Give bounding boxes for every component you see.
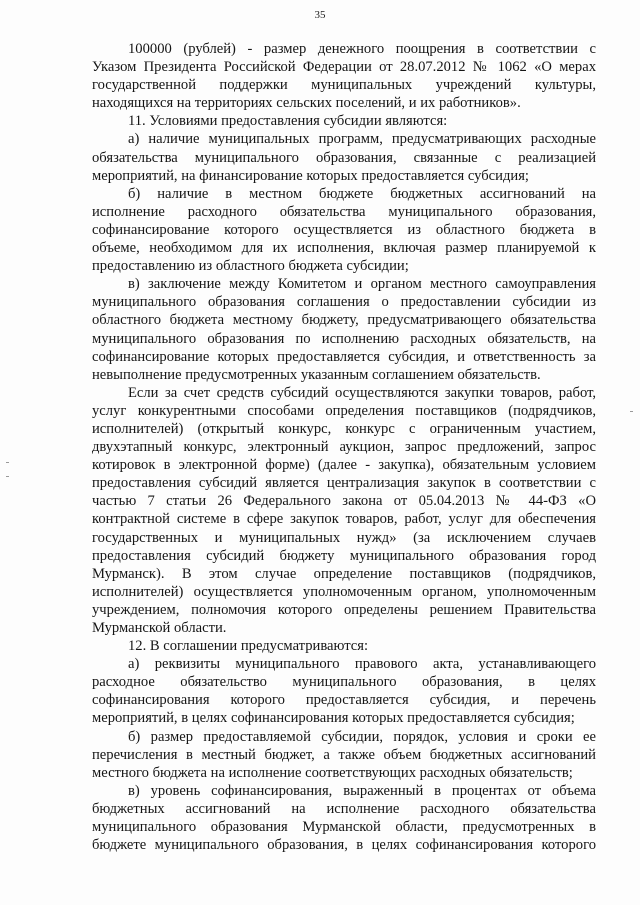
text-line: невыполнение предусмотренных указанным соглашением обязательств.: [92, 366, 541, 383]
paragraph-section-12-b: [92, 728, 596, 782]
text-line: находящихся на территориях сельских поселений, и их работников».: [92, 95, 521, 112]
text-line: областного бюджета местному бюджету, предусматривающего обязательства: [92, 312, 596, 329]
text-line: государственных и муниципальных нужд» (за исключением случаев: [92, 529, 596, 546]
text-line: двухэтапный конкурс, электронный аукцион, запрос предложений, запрос: [92, 439, 596, 456]
text-line: в) заключение между Комитетом и органом местного самоуправления: [128, 276, 596, 293]
text-line: 12. В соглашении предусматриваются:: [128, 638, 369, 655]
text-line: софинансирования которого предоставляется субсидия, и перечень: [92, 692, 596, 709]
text-line: 11. Условиями предоставления субсидии являются:: [128, 113, 448, 130]
text-line: софинансирование которого осуществляется из областного бюджета в: [92, 221, 596, 238]
text-line: исполнителей) (открытый конкурс, конкурс с ограниченным участием,: [92, 420, 596, 437]
paragraph-section-12-heading: [92, 637, 596, 655]
text-line: 100000 (рублей) - размер денежного поощрения в соответствии с: [128, 41, 596, 57]
text-line: мероприятий, в целях софинансирования которых предоставляется субсидия;: [92, 710, 575, 727]
text-line: б) размер предоставляемой субсидии, порядок, условия и сроки ее: [128, 728, 596, 745]
paragraph-procurement: [92, 384, 596, 637]
text-line: муниципального образования Мурманской области, предусмотренных в: [92, 819, 596, 836]
paragraph-section-11-v: [92, 275, 596, 384]
scan-artifact: [6, 462, 9, 463]
text-line: Если за счет средств субсидий осуществляются закупки товаров, работ,: [128, 384, 596, 401]
text-line: контрактной системе в сфере закупок товаров, работ, услуг для обеспечения: [92, 511, 596, 528]
page-number: 35: [314, 9, 326, 21]
document-body: [92, 40, 596, 854]
text-line: муниципального образования по исполнению расходных обязательств, на: [92, 330, 596, 347]
text-line: Указом Президента Российской Федерации от 28.07.2012 № 1062 «О мерах: [92, 59, 596, 76]
text-line: перечисления в местный бюджет, а также объем бюджетных ассигнований: [92, 746, 596, 763]
text-line: а) реквизиты муниципального правового акта, устанавливающего: [128, 656, 596, 673]
text-line: исполнителей) осуществляется уполномоченным органом, уполномоченным: [92, 583, 596, 600]
scan-artifact: [630, 411, 633, 412]
paragraph-section-12-a: [92, 655, 596, 727]
text-line: Мурманской области.: [92, 620, 227, 636]
text-line: исполнение расходного обязательства муниципального образования,: [92, 203, 596, 220]
text-line: софинансирование которых предоставляется субсидия, и ответственность за: [92, 348, 596, 365]
text-line: расходное обязательство муниципального образования, в целях: [92, 674, 596, 691]
paragraph-section-12-v: [92, 782, 596, 854]
text-line: государственной поддержки муниципальных учреждений культуры,: [92, 77, 596, 94]
text-line: муниципального образования соглашения о предоставлении субсидии из: [92, 294, 596, 311]
text-line: бюджете муниципального образования, в целях софинансирования которого: [92, 837, 596, 854]
text-line: а) наличие муниципальных программ, предусматривающих расходные: [128, 131, 596, 148]
text-line: услуг конкурентными способами определения поставщиков (подрядчиков,: [92, 402, 596, 419]
text-line: обязательства муниципального образования, связанные с реализацией: [92, 149, 596, 166]
scan-artifact: [6, 476, 9, 477]
text-line: местного бюджета на исполнение соответствующих расходных обязательств;: [92, 764, 573, 781]
paragraph-section-11-b: [92, 185, 596, 275]
paragraph-reward-amount: [92, 40, 596, 112]
text-line: Мурманск). В этом случае определение поставщиков (подрядчиков,: [92, 565, 596, 582]
text-line: предоставлению из областного бюджета субсидии;: [92, 258, 409, 275]
text-line: бюджетных ассигнований на исполнение расходного обязательства: [92, 800, 596, 817]
text-line: частью 7 статьи 26 Федерального закона от 05.04.2013 № 44-ФЗ «О: [92, 493, 596, 510]
text-line: предоставления субсидий является централизация закупок в соответствии с: [92, 475, 596, 492]
text-line: объеме, необходимом для их исполнения, включая размер планируемой к: [92, 240, 596, 257]
text-line: б) наличие в местном бюджете бюджетных ассигнований на: [128, 185, 596, 202]
paragraph-section-11-a: [92, 130, 596, 184]
paragraph-section-11-heading: [92, 112, 596, 130]
text-line: учреждением, полномочия которого определены решением Правительства: [92, 601, 596, 618]
text-line: мероприятий, на финансирование которых предоставляется субсидия;: [92, 167, 529, 184]
text-line: котировок в электронной форме) (далее - закупка), обязательным условием: [92, 457, 596, 474]
text-line: предоставления субсидий бюджету муниципального образования город: [92, 547, 596, 564]
text-line: в) уровень софинансирования, выраженный в процентах от объема: [128, 782, 596, 799]
